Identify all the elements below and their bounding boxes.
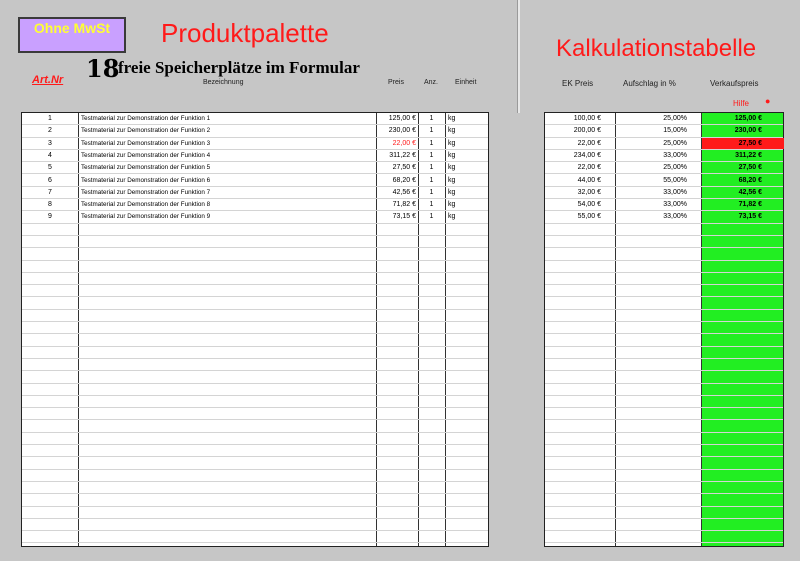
- anz-cell[interactable]: 1: [429, 164, 434, 172]
- empty-row[interactable]: [22, 507, 488, 519]
- artnr-cell[interactable]: 1: [48, 115, 52, 122]
- empty-row[interactable]: [545, 285, 783, 297]
- empty-row[interactable]: [22, 433, 488, 445]
- bezeichnung-cell[interactable]: Testmaterial zur Demonstration der Funktion 7: [81, 188, 211, 196]
- calculation-table: [544, 112, 784, 547]
- empty-row[interactable]: [22, 494, 488, 506]
- ek-preis-cell[interactable]: 55,00 €: [577, 213, 601, 221]
- kalkulationstabelle-title: Kalkulationstabelle: [556, 35, 757, 62]
- verkaufspreis-cell[interactable]: 42,56 €: [738, 188, 762, 196]
- product-row[interactable]: [22, 113, 488, 125]
- verkaufspreis-header: Verkaufspreis: [710, 79, 759, 88]
- anz-cell[interactable]: 1: [429, 139, 434, 147]
- artnr-cell[interactable]: 5: [48, 164, 52, 172]
- aufschlag-cell[interactable]: 15,00%: [663, 127, 687, 135]
- empty-row[interactable]: [545, 421, 783, 433]
- ohne-mwst-button[interactable]: Ohne MwSt: [18, 17, 126, 53]
- anz-header: Anz.: [424, 79, 439, 86]
- preis-cell[interactable]: 71,82 €: [392, 201, 416, 209]
- bezeichnung-header: Bezeichnung: [203, 79, 244, 86]
- anz-cell[interactable]: 1: [429, 213, 434, 221]
- aufschlag-header: Aufschlag in %: [623, 79, 676, 88]
- empty-row[interactable]: [545, 334, 783, 346]
- empty-row[interactable]: [22, 248, 488, 260]
- anz-cell[interactable]: 1: [429, 201, 434, 209]
- empty-row[interactable]: [545, 531, 783, 543]
- einheit-cell[interactable]: kg: [448, 188, 456, 196]
- empty-row[interactable]: [22, 531, 488, 543]
- product-row[interactable]: [22, 187, 488, 199]
- empty-row[interactable]: [22, 334, 488, 346]
- calc-row[interactable]: [545, 125, 783, 137]
- empty-row[interactable]: [545, 261, 783, 273]
- product-row[interactable]: [22, 125, 488, 137]
- bezeichnung-cell[interactable]: Testmaterial zur Demonstration der Funktion 9: [81, 213, 211, 221]
- verkaufspreis-cell[interactable]: 311,22 €: [735, 151, 762, 159]
- calc-row[interactable]: [545, 199, 783, 211]
- product-row[interactable]: [22, 199, 488, 211]
- einheit-cell[interactable]: kg: [448, 115, 456, 122]
- einheit-cell[interactable]: kg: [448, 213, 456, 221]
- aufschlag-cell[interactable]: 33,00%: [663, 213, 687, 221]
- empty-row[interactable]: [545, 494, 783, 506]
- empty-row[interactable]: [545, 396, 783, 408]
- calc-row[interactable]: [545, 175, 783, 187]
- calc-row[interactable]: [545, 150, 783, 162]
- ek-preis-cell[interactable]: 234,00 €: [573, 151, 601, 159]
- preis-cell[interactable]: 230,00 €: [388, 127, 416, 135]
- artnr-cell[interactable]: 6: [48, 176, 52, 184]
- aufschlag-cell[interactable]: 33,00%: [663, 201, 687, 209]
- verkaufspreis-cell[interactable]: 27,50 €: [702, 138, 784, 149]
- calc-row[interactable]: [545, 113, 783, 125]
- empty-row[interactable]: [22, 298, 488, 310]
- product-table: [21, 112, 489, 547]
- empty-row[interactable]: [22, 285, 488, 297]
- product-row[interactable]: [22, 162, 488, 174]
- aufschlag-cell[interactable]: 25,00%: [663, 115, 687, 122]
- ek-preis-cell[interactable]: 200,00 €: [573, 127, 601, 135]
- empty-row[interactable]: [22, 273, 488, 285]
- artnr-cell[interactable]: 2: [48, 127, 52, 135]
- bezeichnung-cell[interactable]: Testmaterial zur Demonstration der Funktion 2: [81, 127, 211, 135]
- hilfe-link[interactable]: Hilfe: [733, 99, 750, 108]
- ek-preis-cell[interactable]: 100,00 €: [573, 115, 601, 122]
- artnr-cell[interactable]: 9: [48, 213, 52, 221]
- ek-preis-cell[interactable]: 22,00 €: [577, 139, 601, 147]
- produktpalette-title: Produktpalette: [161, 18, 329, 48]
- empty-row[interactable]: [545, 236, 783, 248]
- einheit-cell[interactable]: kg: [448, 201, 456, 209]
- einheit-cell[interactable]: kg: [448, 127, 456, 135]
- aufschlag-cell[interactable]: 33,00%: [663, 151, 687, 159]
- product-row[interactable]: [22, 211, 488, 223]
- empty-row[interactable]: [545, 408, 783, 420]
- calc-row[interactable]: [545, 187, 783, 199]
- empty-row[interactable]: [22, 384, 488, 396]
- artnr-cell[interactable]: 4: [48, 151, 52, 159]
- comment-marker-icon: ●: [765, 96, 771, 106]
- bezeichnung-cell[interactable]: Testmaterial zur Demonstration der Funktion 5: [81, 164, 211, 172]
- empty-row[interactable]: [545, 384, 783, 396]
- product-row[interactable]: [22, 175, 488, 187]
- ek-preis-header: EK Preis: [562, 79, 594, 88]
- empty-row[interactable]: [545, 445, 783, 457]
- preis-cell[interactable]: 68,20 €: [392, 176, 416, 184]
- anz-cell[interactable]: 1: [429, 127, 434, 135]
- empty-row[interactable]: [545, 359, 783, 371]
- artnr-header[interactable]: Art.Nr: [32, 74, 64, 86]
- empty-row[interactable]: [22, 470, 488, 482]
- ek-preis-cell[interactable]: 44,00 €: [577, 176, 601, 184]
- empty-row[interactable]: [545, 470, 783, 482]
- ek-preis-cell[interactable]: 54,00 €: [577, 201, 601, 209]
- preis-cell[interactable]: 42,56 €: [392, 188, 416, 196]
- verkaufspreis-cell[interactable]: 73,15 €: [738, 213, 762, 221]
- empty-row[interactable]: [545, 224, 783, 236]
- preis-header: Preis: [388, 79, 404, 86]
- calc-row[interactable]: [545, 162, 783, 174]
- artnr-cell[interactable]: 3: [48, 139, 52, 147]
- bezeichnung-cell[interactable]: Testmaterial zur Demonstration der Funktion 6: [81, 176, 211, 184]
- einheit-cell[interactable]: kg: [448, 176, 456, 184]
- empty-row[interactable]: [22, 261, 488, 273]
- verkaufspreis-cell[interactable]: 71,82 €: [738, 201, 762, 209]
- product-row[interactable]: [22, 150, 488, 162]
- bezeichnung-cell[interactable]: Testmaterial zur Demonstration der Funktion 3: [81, 139, 211, 147]
- verkaufspreis-cell[interactable]: 230,00 €: [734, 127, 762, 135]
- empty-row[interactable]: [545, 519, 783, 531]
- free-slots-text: freie Speicherplätze im Formular: [118, 58, 360, 77]
- empty-row[interactable]: [22, 236, 488, 248]
- bezeichnung-cell[interactable]: Testmaterial zur Demonstration der Funktion 4: [81, 151, 211, 159]
- empty-row[interactable]: [22, 519, 488, 531]
- empty-row[interactable]: [22, 224, 488, 236]
- empty-row[interactable]: [545, 482, 783, 494]
- einheit-cell[interactable]: kg: [448, 139, 456, 147]
- empty-row[interactable]: [22, 347, 488, 359]
- bezeichnung-cell[interactable]: Testmaterial zur Demonstration der Funktion 8: [81, 201, 211, 209]
- preis-cell[interactable]: 73,15 €: [392, 213, 416, 221]
- empty-row[interactable]: [545, 507, 783, 519]
- artnr-cell[interactable]: 8: [48, 201, 52, 209]
- empty-row[interactable]: [22, 421, 488, 433]
- anz-cell[interactable]: 1: [429, 176, 434, 184]
- empty-row[interactable]: [545, 248, 783, 260]
- verkaufspreis-cell[interactable]: 27,50 €: [738, 164, 762, 172]
- anz-cell[interactable]: 1: [429, 188, 434, 196]
- aufschlag-cell[interactable]: 33,00%: [663, 188, 687, 196]
- preis-cell[interactable]: 22,00 €: [392, 139, 416, 147]
- free-slots-count: 18: [86, 54, 120, 83]
- anz-cell[interactable]: 1: [429, 115, 434, 122]
- empty-row[interactable]: [22, 482, 488, 494]
- ek-preis-cell[interactable]: 22,00 €: [577, 164, 601, 172]
- empty-row[interactable]: [545, 298, 783, 310]
- empty-row[interactable]: [545, 371, 783, 383]
- bezeichnung-cell[interactable]: Testmaterial zur Demonstration der Funktion 1: [81, 115, 211, 122]
- empty-row[interactable]: [22, 408, 488, 420]
- product-row[interactable]: [22, 138, 488, 150]
- verkaufspreis-cell[interactable]: 125,00 €: [734, 115, 762, 122]
- preis-cell[interactable]: 27,50 €: [392, 164, 416, 172]
- ek-preis-cell[interactable]: 32,00 €: [577, 188, 601, 196]
- verkaufspreis-cell[interactable]: 68,20 €: [738, 176, 762, 184]
- header-divider: [517, 0, 520, 113]
- aufschlag-cell[interactable]: 25,00%: [663, 164, 687, 172]
- einheit-header: Einheit: [455, 79, 477, 86]
- aufschlag-cell[interactable]: 55,00%: [663, 176, 687, 184]
- empty-row[interactable]: [22, 457, 488, 469]
- empty-row[interactable]: [545, 457, 783, 469]
- empty-row[interactable]: [22, 396, 488, 408]
- empty-row[interactable]: [22, 310, 488, 322]
- einheit-cell[interactable]: kg: [448, 151, 456, 159]
- empty-row[interactable]: [545, 310, 783, 322]
- empty-row[interactable]: [22, 371, 488, 383]
- empty-row[interactable]: [545, 347, 783, 359]
- empty-row[interactable]: [22, 359, 488, 371]
- calc-row[interactable]: [545, 211, 783, 223]
- empty-row[interactable]: [22, 445, 488, 457]
- preis-cell[interactable]: 311,22 €: [389, 151, 416, 159]
- artnr-cell[interactable]: 7: [48, 188, 52, 196]
- empty-row[interactable]: [22, 322, 488, 334]
- aufschlag-cell[interactable]: 25,00%: [663, 139, 687, 147]
- anz-cell[interactable]: 1: [429, 151, 434, 159]
- calc-row[interactable]: [545, 138, 783, 150]
- preis-cell[interactable]: 125,00 €: [388, 115, 416, 122]
- einheit-cell[interactable]: kg: [448, 164, 456, 172]
- empty-row[interactable]: [545, 433, 783, 445]
- empty-row[interactable]: [545, 273, 783, 285]
- empty-row[interactable]: [545, 322, 783, 334]
